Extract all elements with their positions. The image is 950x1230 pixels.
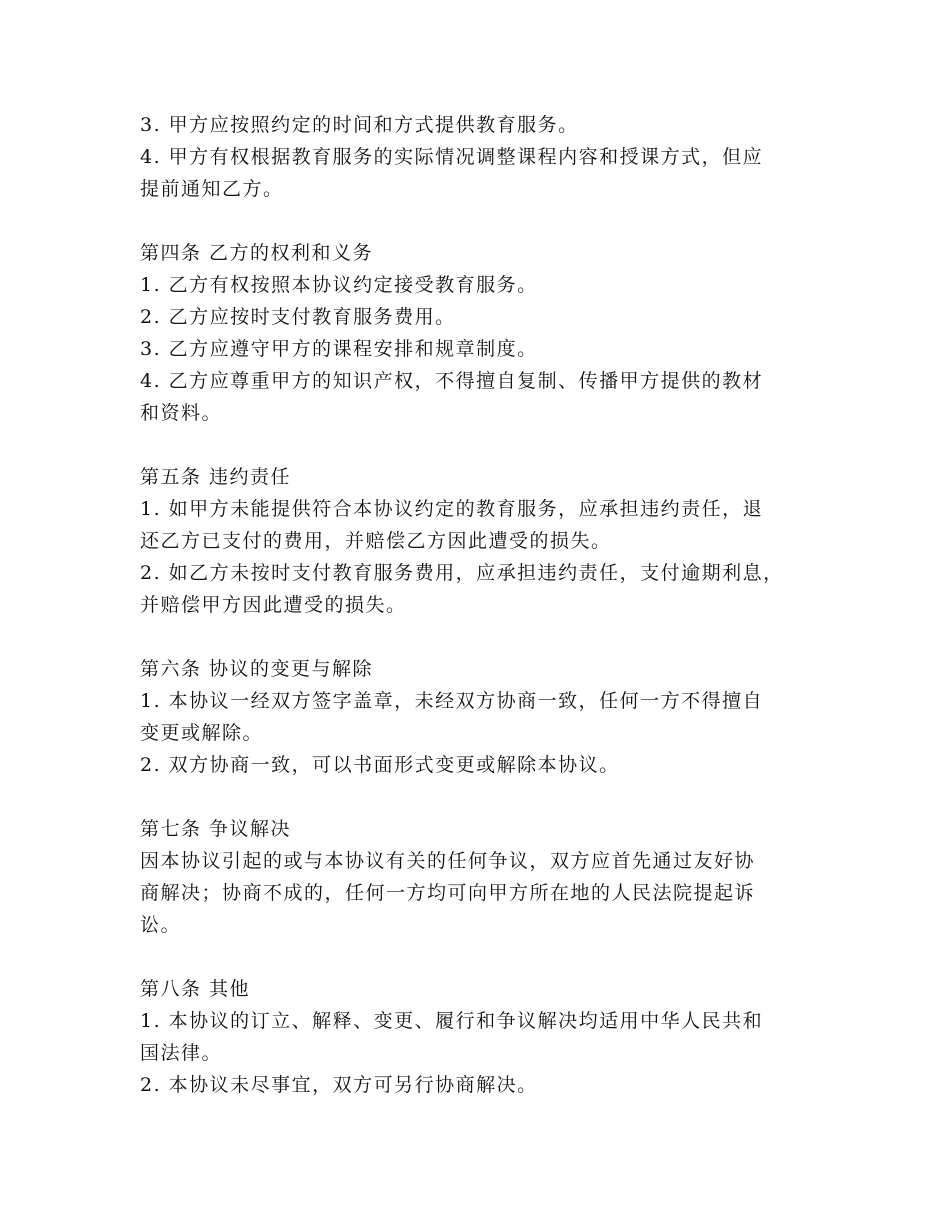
section-heading-article-7: 第七条 争议解决 (140, 818, 292, 840)
text-line: 并赔偿甲方因此遭受的损失。 (140, 594, 407, 616)
text-line: 2. 如乙方未按时支付教育服务费用，应承担违约责任，支付逾期利息， (140, 562, 784, 584)
text-line: 2. 双方协商一致，可以书面形式变更或解除本协议。 (140, 754, 620, 776)
paragraph-gap (140, 621, 830, 653)
paragraph-gap (140, 205, 830, 237)
text-line: 和资料。 (140, 402, 223, 424)
text-line: 3. 甲方应按照约定的时间和方式提供教育服务。 (140, 114, 579, 136)
text-line: 1. 本协议的订立、解释、变更、履行和争议解决均适用中华人民共和 (140, 1010, 764, 1032)
text-line: 因本协议引起的或与本协议有关的任何争议，双方应首先通过友好协 (140, 850, 756, 872)
text-line: 4. 乙方应尊重甲方的知识产权，不得擅自复制、传播甲方提供的教材 (140, 370, 764, 392)
text-line: 2. 乙方应按时支付教育服务费用。 (140, 306, 456, 328)
text-line: 变更或解除。 (140, 722, 264, 744)
document-body (140, 109, 830, 1101)
text-line: 4. 甲方有权根据教育服务的实际情况调整课程内容和授课方式，但应 (140, 146, 764, 168)
text-line: 3. 乙方应遵守甲方的课程安排和规章制度。 (140, 338, 538, 360)
text-line: 商解决；协商不成的，任何一方均可向甲方所在地的人民法院提起诉 (140, 882, 756, 904)
text-line: 1. 如甲方未能提供符合本协议约定的教育服务，应承担违约责任，退 (140, 498, 764, 520)
text-line: 讼。 (140, 914, 182, 936)
section-heading-article-4: 第四条 乙方的权利和义务 (140, 242, 374, 264)
paragraph-gap (140, 781, 830, 813)
text-line: 还乙方已支付的费用，并赔偿乙方因此遭受的损失。 (140, 530, 612, 552)
paragraph-gap (140, 941, 830, 973)
text-line: 2. 本协议未尽事宜，双方可另行协商解决。 (140, 1074, 538, 1096)
text-line: 1. 本协议一经双方签字盖章，未经双方协商一致，任何一方不得擅自 (140, 690, 764, 712)
section-heading-article-5: 第五条 违约责任 (140, 466, 292, 488)
text-line: 国法律。 (140, 1042, 223, 1064)
section-heading-article-6: 第六条 协议的变更与解除 (140, 658, 374, 680)
text-line: 1. 乙方有权按照本协议约定接受教育服务。 (140, 274, 538, 296)
paragraph-gap (140, 429, 830, 461)
section-heading-article-8: 第八条 其他 (140, 978, 251, 1000)
text-line: 提前通知乙方。 (140, 178, 284, 200)
